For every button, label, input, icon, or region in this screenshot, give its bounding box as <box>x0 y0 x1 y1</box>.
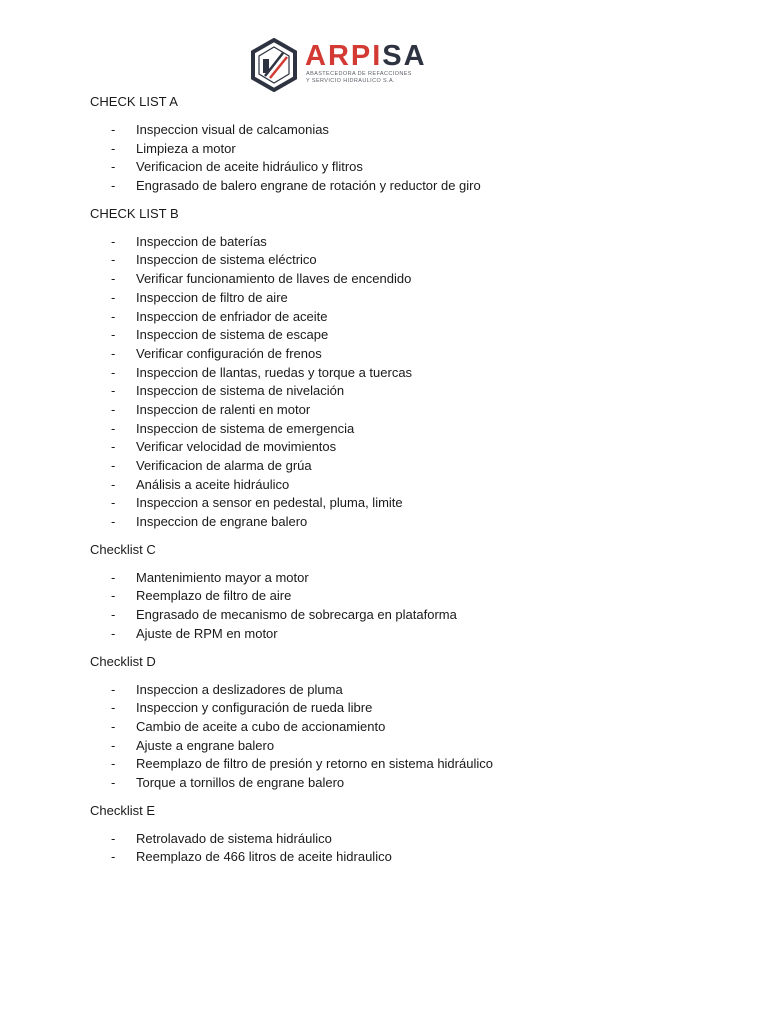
checklist-items <box>90 681 710 793</box>
list-item <box>90 699 710 718</box>
brand-tagline <box>306 71 412 85</box>
tagline-line-2: Y SERVICIO HIDRAULICO S.A. <box>306 78 396 84</box>
bullet-dash: - <box>111 383 116 399</box>
bullet-dash: - <box>111 345 116 361</box>
list-item-text: Verificar velocidad de movimientos <box>136 439 337 455</box>
bullet-dash: - <box>111 849 116 865</box>
bullet-dash: - <box>111 681 116 697</box>
bullet-dash: - <box>111 569 116 585</box>
brand-suffix: SA <box>382 40 427 72</box>
list-item <box>90 606 710 625</box>
list-item-text: Engrasado de balero engrane de rotación y reductor de giro <box>136 178 481 194</box>
brand-name <box>305 40 427 72</box>
bullet-dash: - <box>111 700 116 716</box>
list-item <box>90 364 710 383</box>
list-item-text: Reemplazo de filtro de aire <box>136 588 292 604</box>
list-item <box>90 755 710 774</box>
list-item <box>90 420 710 439</box>
list-item <box>90 270 710 289</box>
list-item-text: Engrasado de mecanismo de sobrecarga en plataforma <box>136 607 457 623</box>
bullet-dash: - <box>111 588 116 604</box>
list-item-text: Inspeccion a deslizadores de pluma <box>136 681 343 697</box>
brand-prefix: ARPI <box>305 40 383 72</box>
checklist-items <box>90 830 710 867</box>
bullet-dash: - <box>111 327 116 343</box>
bullet-dash: - <box>111 774 116 790</box>
list-item <box>90 326 710 345</box>
bullet-dash: - <box>111 140 116 156</box>
list-item <box>90 457 710 476</box>
list-item <box>90 345 710 364</box>
list-item-text: Reemplazo de filtro de presión y retorno en sistema hidráulico <box>136 756 493 772</box>
list-item-text: Ajuste de RPM en motor <box>136 625 278 641</box>
bullet-dash: - <box>111 625 116 641</box>
list-item <box>90 401 710 420</box>
list-item <box>90 587 710 606</box>
list-item-text: Limpieza a motor <box>136 140 236 156</box>
list-item <box>90 158 710 177</box>
bullet-dash: - <box>111 495 116 511</box>
list-item <box>90 177 710 196</box>
section-title: Checklist E <box>90 802 156 818</box>
list-item-text: Reemplazo de 466 litros de aceite hidraulico <box>136 849 392 865</box>
list-item-text: Inspeccion visual de calcamonias <box>136 122 329 137</box>
bullet-dash: - <box>111 420 116 436</box>
list-item-text: Análisis a aceite hidráulico <box>136 476 290 492</box>
list-item-text: Inspeccion de sistema eléctrico <box>136 252 317 268</box>
list-item <box>90 625 710 644</box>
bullet-dash: - <box>111 122 116 137</box>
section-title: Checklist C <box>90 541 156 557</box>
list-item-text: Inspeccion de sistema de nivelación <box>136 383 345 399</box>
company-logo <box>250 38 450 92</box>
list-item-text: Verificar configuración de frenos <box>136 345 322 361</box>
list-item <box>90 289 710 308</box>
list-item-text: Verificacion de alarma de grúa <box>136 458 312 473</box>
list-item-text: Inspeccion de sistema de emergencia <box>136 420 355 436</box>
list-item <box>90 308 710 327</box>
bullet-dash: - <box>111 289 116 305</box>
list-item-text: Retrolavado de sistema hidráulico <box>136 830 332 846</box>
section-title: CHECK LIST B <box>90 205 179 221</box>
list-item <box>90 140 710 159</box>
list-item-text: Inspeccion de llantas, ruedas y torque a tuercas <box>136 364 413 380</box>
list-item-text: Torque a tornillos de engrane balero <box>136 774 345 790</box>
bullet-dash: - <box>111 233 116 249</box>
bullet-dash: - <box>111 756 116 772</box>
list-item-text: Ajuste a engrane balero <box>136 737 275 753</box>
bullet-dash: - <box>111 401 116 417</box>
list-item <box>90 494 710 513</box>
list-item-text: Inspeccion de enfriador de aceite <box>136 308 328 324</box>
hexagon-logo-icon <box>250 38 298 92</box>
list-item-text: Inspeccion de filtro de aire <box>136 289 288 305</box>
list-item-text: Inspeccion de baterías <box>136 233 267 249</box>
list-item-text: Inspeccion de sistema de escape <box>136 327 329 343</box>
list-item-text: Verificacion de aceite hidráulico y flitros <box>136 159 363 175</box>
list-item-text: Verificar funcionamiento de llaves de encendido <box>136 271 412 287</box>
list-item <box>90 476 710 495</box>
list-item <box>90 233 710 252</box>
list-item <box>90 830 710 849</box>
checklist-items <box>90 233 710 532</box>
bullet-dash: - <box>111 718 116 734</box>
list-item <box>90 737 710 756</box>
tagline-line-1: ABASTECEDORA DE REFACCIONES <box>306 71 412 77</box>
section-title: CHECK LIST A <box>90 94 178 109</box>
bullet-dash: - <box>111 178 116 194</box>
bullet-dash: - <box>111 252 116 268</box>
checklist-items <box>90 121 710 196</box>
bullet-dash: - <box>111 308 116 324</box>
section-title: Checklist D <box>90 653 156 669</box>
bullet-dash: - <box>111 514 116 530</box>
checklist-document <box>90 92 710 875</box>
list-item-text: Inspeccion de ralenti en motor <box>136 401 311 417</box>
list-item <box>90 438 710 457</box>
bullet-dash: - <box>111 364 116 380</box>
list-item <box>90 681 710 700</box>
list-item-text: Inspeccion de engrane balero <box>136 514 308 530</box>
list-item <box>90 382 710 401</box>
list-item <box>90 569 710 588</box>
bullet-dash: - <box>111 737 116 753</box>
bullet-dash: - <box>111 830 116 846</box>
checklist-items <box>90 569 710 644</box>
list-item-text: Cambio de aceite a cubo de accionamiento <box>136 718 386 734</box>
list-item <box>90 251 710 270</box>
list-item <box>90 718 710 737</box>
bullet-dash: - <box>111 476 116 492</box>
bullet-dash: - <box>111 271 116 287</box>
bullet-dash: - <box>111 458 116 473</box>
list-item <box>90 121 710 140</box>
bullet-dash: - <box>111 439 116 455</box>
list-item <box>90 513 710 532</box>
bullet-dash: - <box>111 159 116 175</box>
list-item <box>90 848 710 867</box>
bullet-dash: - <box>111 607 116 623</box>
list-item-text: Inspeccion a sensor en pedestal, pluma, limite <box>136 495 403 511</box>
list-item-text: Mantenimiento mayor a motor <box>136 569 309 585</box>
list-item-text: Inspeccion y configuración de rueda libre <box>136 700 373 716</box>
list-item <box>90 774 710 793</box>
